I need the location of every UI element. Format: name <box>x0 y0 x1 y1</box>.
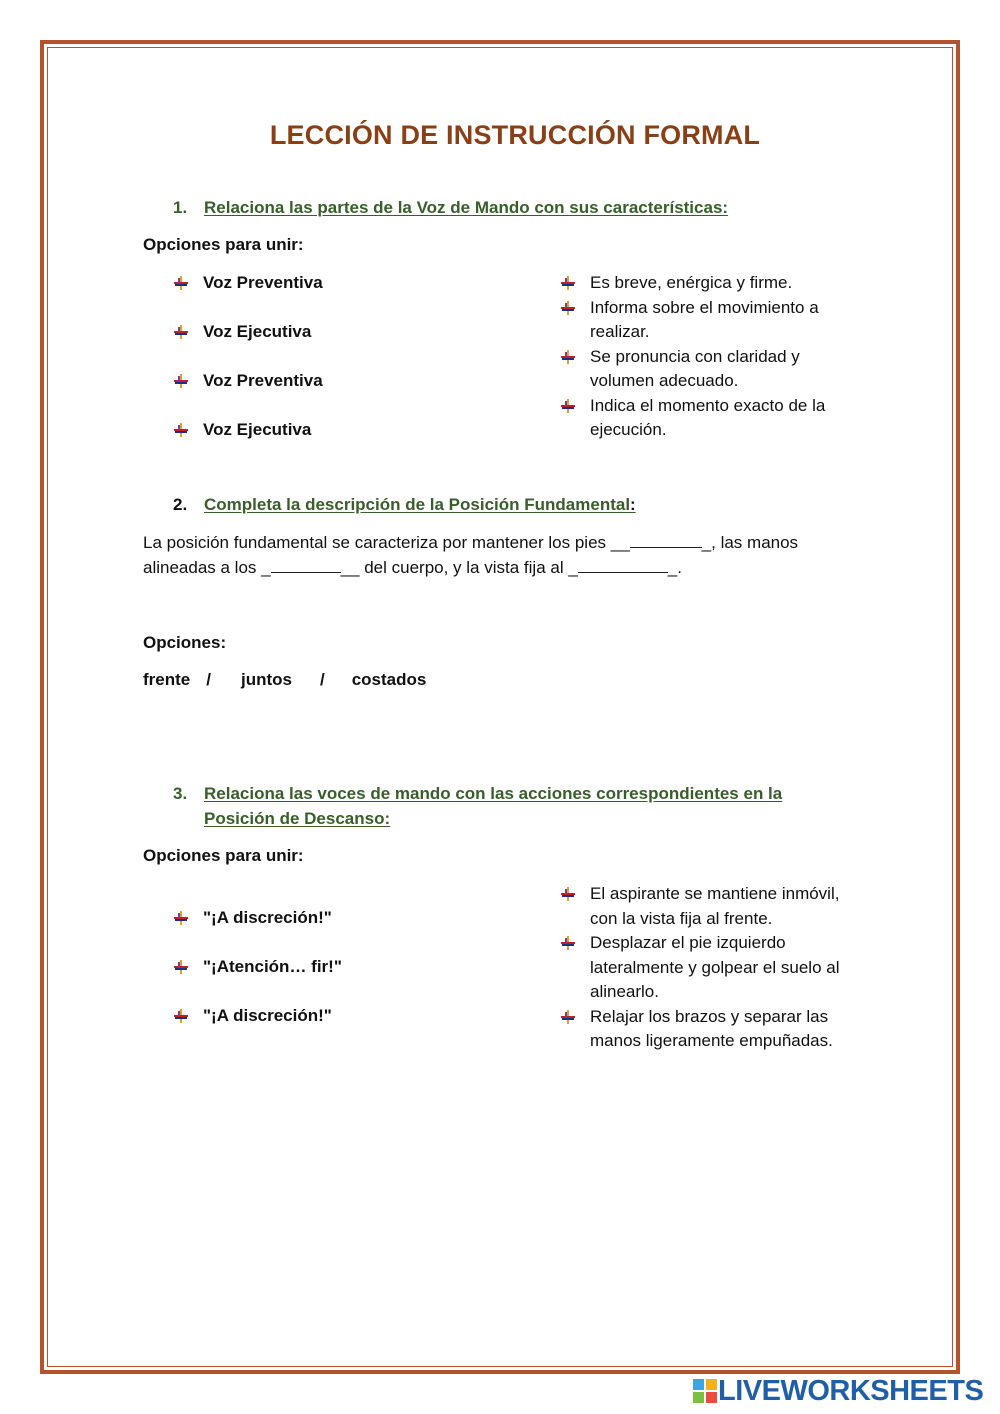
arrow-bullet-icon <box>560 886 576 902</box>
list-item-text: Voz Ejecutiva <box>203 420 312 439</box>
list-item[interactable] <box>560 931 860 1005</box>
arrow-bullet-icon <box>173 959 189 975</box>
list-item-text: Voz Ejecutiva <box>203 322 312 341</box>
list-item[interactable] <box>173 1004 503 1029</box>
question-1-left-list <box>173 271 503 467</box>
list-item[interactable] <box>560 345 850 394</box>
sentence-text: __ del cuerpo, y la vista fija al _ <box>340 557 578 577</box>
list-item-text: Informa sobre el movimiento a realizar. <box>590 297 819 341</box>
sentence-text: La posición fundamental se caracteriza por mantener los pies __ <box>143 533 630 552</box>
question-3-text-line: Posición de Descanso: <box>204 808 391 828</box>
list-item-text: Indica el momento exacto de la ejecución. <box>590 395 826 439</box>
page-title: LECCIÓN DE INSTRUCCIÓN FORMAL <box>269 120 761 150</box>
option-separator: / <box>319 670 325 689</box>
question-2-title: Completa la descripción de la Posición Fundamental <box>204 495 631 514</box>
sentence-text: alineadas a los _ <box>143 557 271 577</box>
arrow-bullet-icon <box>173 275 189 291</box>
question-3-options-label: Opciones para unir: <box>143 846 304 865</box>
question-1-text: Relaciona las partes de la Voz de Mando con sus características: <box>204 198 729 217</box>
arrow-bullet-icon <box>173 373 189 389</box>
arrow-bullet-icon <box>560 1009 576 1025</box>
arrow-bullet-icon <box>560 398 576 414</box>
option-word: frente <box>143 670 191 689</box>
question-3-right-list <box>560 882 860 1054</box>
list-item-text: "¡Atención… fir!" <box>203 957 342 976</box>
question-2-options <box>143 670 426 690</box>
arrow-bullet-icon <box>173 422 189 438</box>
list-item[interactable] <box>173 955 503 980</box>
logo-text: LIVEWORKSHEETS <box>718 1374 984 1407</box>
liveworksheets-logo[interactable] <box>692 1376 983 1406</box>
logo-blocks-icon <box>692 1378 718 1404</box>
arrow-bullet-icon <box>173 324 189 340</box>
option-separator: / <box>206 670 211 689</box>
list-item[interactable] <box>173 906 503 931</box>
arrow-bullet-icon <box>173 910 189 926</box>
blank-input[interactable] <box>630 531 702 548</box>
question-2-text <box>204 493 636 518</box>
arrow-bullet-icon <box>560 935 576 951</box>
arrow-bullet-icon <box>560 349 576 365</box>
question-1-right-list <box>560 271 850 443</box>
sentence-text: _, las manos <box>701 533 799 552</box>
list-item-text: Relajar los brazos y separar las manos ligeramente empuñadas. <box>590 1006 833 1050</box>
list-item[interactable] <box>173 418 503 443</box>
question-3-text-line: Relaciona las voces de mando con las acciones correspondientes en la <box>204 784 783 803</box>
list-item[interactable] <box>173 320 503 345</box>
list-item[interactable] <box>560 271 850 296</box>
question-3-text <box>204 782 782 831</box>
question-1-options-label: Opciones para unir: <box>143 235 304 254</box>
list-item-text: Desplazar el pie izquierdo lateralmente y golpear el suelo al alinearlo. <box>590 933 840 1001</box>
list-item[interactable] <box>560 1005 860 1054</box>
question-2-colon: : <box>630 495 636 514</box>
list-item-text: Es breve, enérgica y firme. <box>590 273 793 292</box>
question-2-options-label: Opciones: <box>143 633 227 652</box>
list-item[interactable] <box>560 394 850 443</box>
arrow-bullet-icon <box>173 1008 189 1024</box>
list-item-text: Se pronuncia con claridad y volumen adecuado. <box>590 346 800 390</box>
list-item[interactable] <box>173 369 503 394</box>
list-item[interactable] <box>560 296 850 345</box>
arrow-bullet-icon <box>560 275 576 291</box>
option-word: costados <box>351 670 427 689</box>
sentence-text: _. <box>667 557 682 577</box>
list-item[interactable] <box>173 271 503 296</box>
list-item-text: "¡A discreción!" <box>203 908 332 927</box>
question-1-number: 1. <box>173 198 188 217</box>
option-word: juntos <box>240 670 292 689</box>
question-2-sentence <box>143 531 843 580</box>
blank-input[interactable] <box>578 556 668 573</box>
list-item-text: "¡A discreción!" <box>203 1006 332 1025</box>
list-item[interactable] <box>560 882 860 931</box>
list-item-text: Voz Preventiva <box>203 371 323 390</box>
list-item-text: El aspirante se mantiene inmóvil, con la vista fija al frente. <box>590 884 840 928</box>
question-3-number: 3. <box>173 784 188 803</box>
arrow-bullet-icon <box>560 300 576 316</box>
blank-input[interactable] <box>271 556 341 573</box>
list-item-text: Voz Preventiva <box>203 273 323 292</box>
question-2-number: 2. <box>173 495 188 514</box>
question-3-left-list <box>173 906 503 1053</box>
